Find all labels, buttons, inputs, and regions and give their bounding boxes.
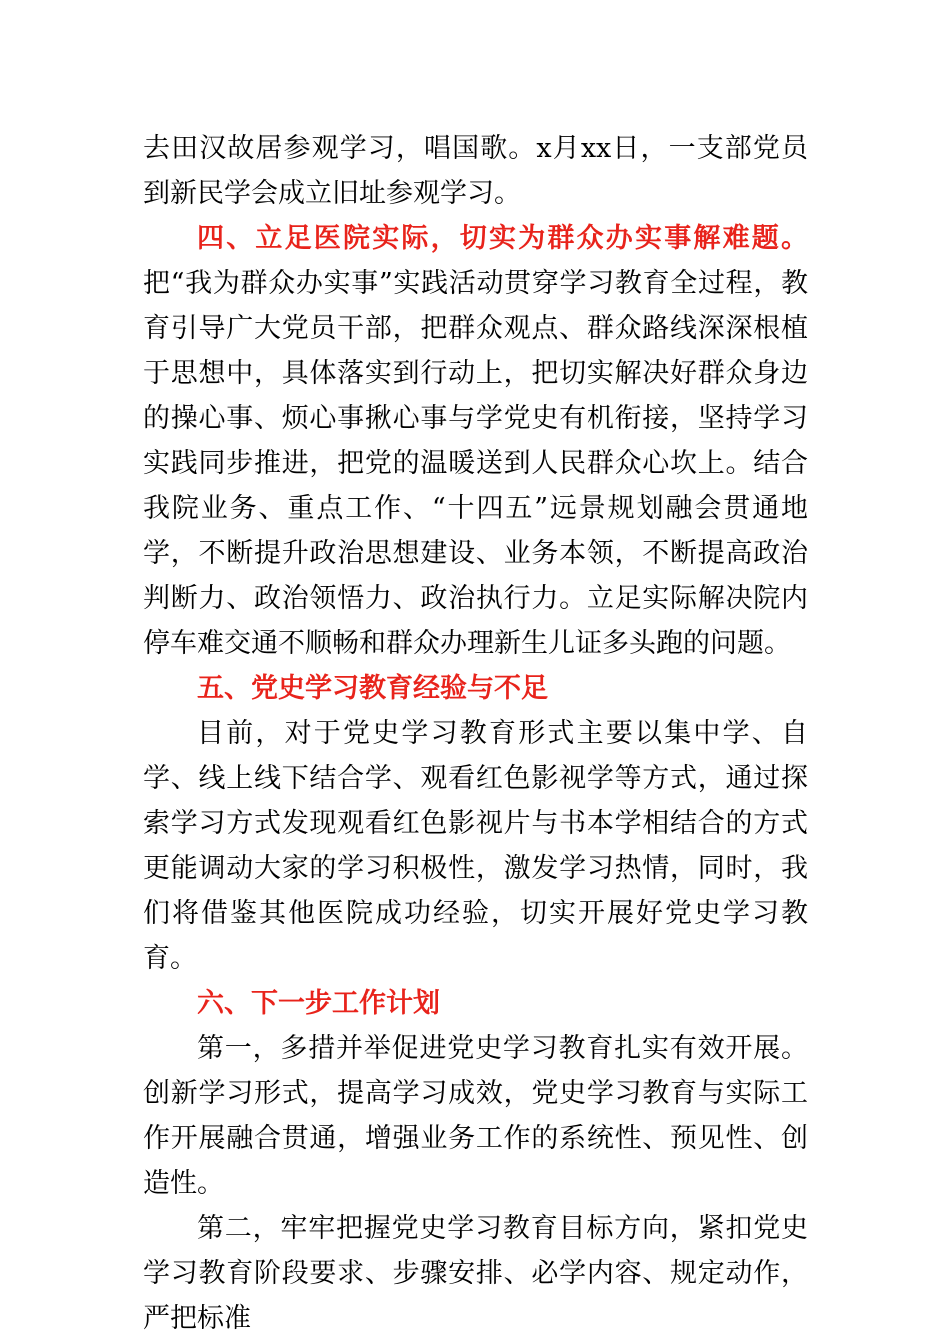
section-six-heading: 六、下一步工作计划 [197, 988, 440, 1019]
section-six-item-two-text: 第二，牢牢把握党史学习教育目标方向，紧扣党史学习教育阶段要求、步骤安排、必学内容、规定动作，严把标准 [143, 1213, 808, 1334]
section-four-paragraph [143, 216, 808, 666]
paragraph-tianhan-visit-text: 去田汉故居参观学习，唱国歌。x月xx日，一支部党员到新民学会成立旧址参观学习。 [143, 133, 808, 209]
section-five-paragraph [143, 711, 808, 981]
section-six-heading-line [143, 981, 808, 1026]
section-five-heading-line [143, 666, 808, 711]
section-six-item-one [143, 1026, 808, 1206]
section-four-body: 把“我为群众办实事”实践活动贯穿学习教育全过程，教育引导广大党员干部，把群众观点、群众路线深深根植于思想中，具体落实到行动上，把切实解决好群众身边的操心事、烦心事揪心事与学党史有机衔接，坚持学习实践同步推进，把党的温暖送到人民群众心坎上。结合我院业务、重点工作、“十四五”远景规划融会贯通地学，不断提升政治思想建设、业务本领，不断提高政治判断力、政治领悟力、政治执行力。立足实际解决院内停车难交通不顺畅和群众办理新生儿证多头跑的问题。 [143, 268, 808, 659]
section-six-item-two [143, 1206, 808, 1341]
document-body [143, 126, 808, 1341]
section-five-body: 目前，对于党史学习教育形式主要以集中学、自学、线上线下结合学、观看红色影视学等方式，通过探索学习方式发现观看红色影视片与书本学相结合的方式更能调动大家的学习积极性，激发学习热情，同时，我们将借鉴其他医院成功经验，切实开展好党史学习教育。 [143, 718, 808, 974]
section-four-heading: 四、立足医院实际，切实为群众办实事解难题。 [197, 223, 808, 254]
section-five-heading: 五、党史学习教育经验与不足 [197, 673, 548, 704]
section-six-item-one-text: 第一，多措并举促进党史学习教育扎实有效开展。创新学习形式，提高学习成效，党史学习教育与实际工作开展融合贯通，增强业务工作的系统性、预见性、创造性。 [143, 1033, 808, 1199]
paragraph-tianhan-visit [143, 126, 808, 216]
